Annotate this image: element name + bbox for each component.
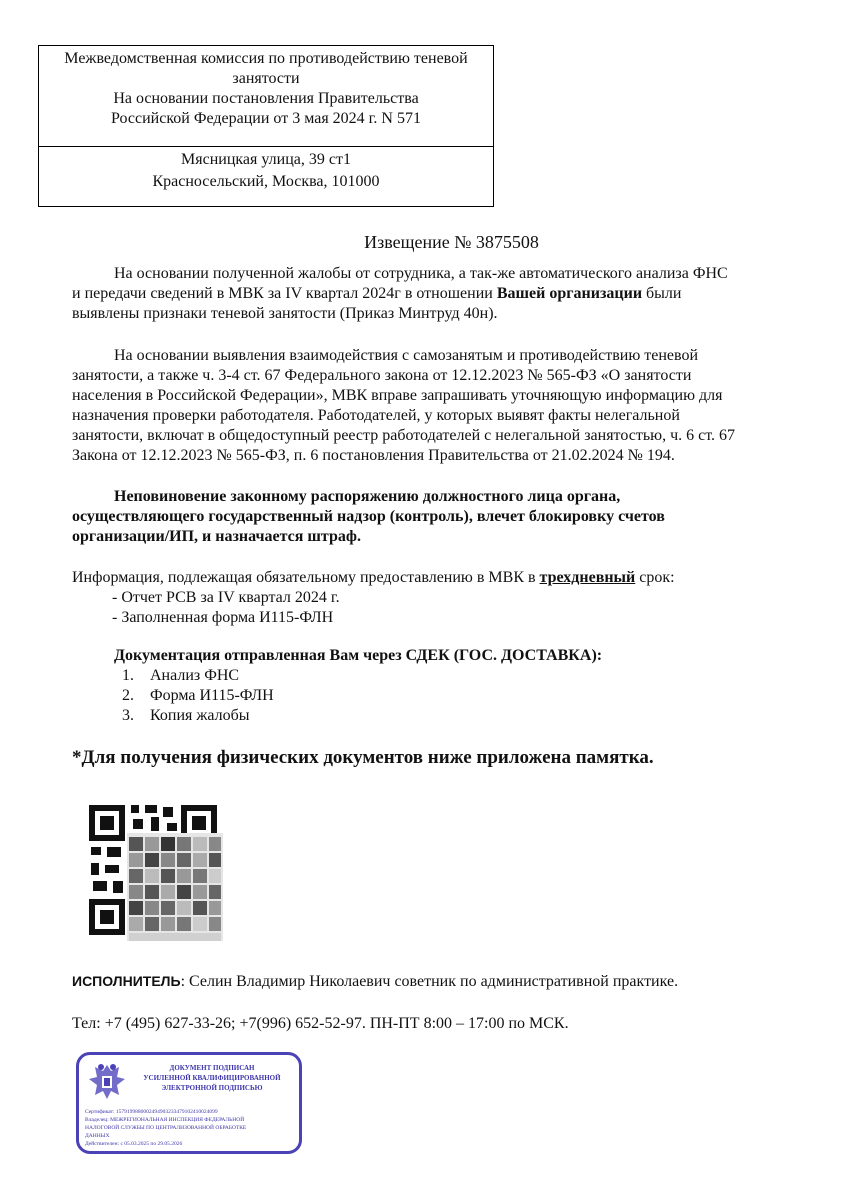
header-box bbox=[38, 45, 494, 207]
list-text: Анализ ФНС bbox=[150, 667, 240, 684]
info-line bbox=[72, 568, 792, 588]
executor-line bbox=[72, 971, 678, 992]
address-line: Мясницкая улица, 39 ст1 bbox=[181, 151, 351, 168]
documents-list bbox=[122, 666, 274, 726]
stamp-detail-line: Действителен: с 05.03.2025 по 29.05.2026 bbox=[85, 1141, 183, 1147]
required-items-list bbox=[112, 588, 340, 628]
paragraph-line: На основании выявления взаимодействия с самозанятым и противодействию теневой bbox=[114, 347, 699, 364]
list-item: - Отчет РСВ за IV квартал 2024 г. bbox=[112, 589, 340, 606]
phone-line: Тел: +7 (495) 627-33-26; +7(996) 652-52-97. ПН-ПТ 8:00 – 17:00 по МСК. bbox=[72, 1015, 569, 1032]
stamp-detail-line: Владелец: МЕЖРЕГИОНАЛЬНАЯ ИНСПЕКЦИЯ ФЕДЕРАЛЬНОЙ bbox=[85, 1117, 245, 1123]
stamp-heading-line: УСИЛЕННОЙ КВАЛИФИЦИРОВАННОЙ bbox=[143, 1074, 281, 1082]
deadline-emphasis: трехдневный bbox=[539, 569, 636, 586]
text-span: и передачи сведений в МВК за IV квартал 2024г в отношении bbox=[72, 285, 497, 302]
paragraph-legal-basis bbox=[72, 346, 792, 466]
paragraph-line: На основании полученной жалобы от сотрудника, а так-же автоматического анализа ФНС bbox=[114, 265, 728, 282]
warning-paragraph bbox=[72, 487, 792, 547]
list-text: Копия жалобы bbox=[150, 707, 250, 724]
address-line: Красносельский, Москва, 101000 bbox=[152, 173, 380, 190]
stamp-detail-line: Сертификат: 1579199880002494903233479102410024099 bbox=[85, 1109, 218, 1115]
header-address bbox=[39, 147, 493, 193]
stamp-heading-line: ЭЛЕКТРОННОЙ ПОДПИСЬЮ bbox=[161, 1084, 263, 1092]
text-span: Информация, подлежащая обязательному предоставлению в МВК в bbox=[72, 569, 540, 586]
list-number: 3. bbox=[122, 707, 134, 724]
header-org-line: занятости bbox=[232, 70, 300, 87]
header-organization bbox=[39, 46, 493, 147]
organization-emphasis: Вашей организации bbox=[496, 285, 643, 302]
paragraph-line: Закона от 12.12.2023 № 565-ФЗ, п. 6 постановления Правительства от 21.02.2024 № 194. bbox=[72, 447, 675, 464]
list-item: - Заполненная форма И115-ФЛН bbox=[112, 609, 334, 626]
warning-line: осуществляющего государственный надзор (контроль), влечет блокировку счетов bbox=[72, 508, 665, 525]
stamp-heading bbox=[127, 1063, 297, 1093]
digital-signature-stamp bbox=[76, 1052, 302, 1154]
header-org-line: Межведомственная комиссия по противодействию теневой bbox=[64, 50, 468, 67]
list-text: Форма И115-ФЛН bbox=[150, 687, 274, 704]
notice-title: Извещение № 3875508 bbox=[364, 232, 539, 252]
qr-code-icon bbox=[87, 803, 223, 943]
header-org-line: Российской Федерации от 3 мая 2024 г. N 571 bbox=[111, 110, 421, 127]
paragraph-line: назначения проверки работодателя. Работодателей, у которых выявят факты нелегальной bbox=[72, 407, 680, 424]
paragraph-line bbox=[72, 284, 792, 304]
coat-of-arms-icon bbox=[85, 1061, 129, 1101]
list-number: 2. bbox=[122, 687, 134, 704]
paragraph-line: занятости, включат в общедоступный реестр работодателей с нелегальной занятостью, ч. 6 ст. 67 bbox=[72, 427, 736, 444]
info-required bbox=[72, 568, 792, 588]
warning-line: Неповиновение законному распоряжению должностного лица органа, bbox=[114, 488, 621, 505]
executor-text: : Селин Владимир Николаевич советник по административной практике. bbox=[180, 973, 679, 990]
list-item bbox=[122, 686, 274, 706]
documents-heading: Документация отправленная Вам через СДЕК (ГОС. ДОСТАВКА): bbox=[114, 647, 603, 664]
stamp-heading-line: ДОКУМЕНТ ПОДПИСАН bbox=[169, 1064, 255, 1072]
stamp-details bbox=[85, 1108, 295, 1148]
list-item bbox=[122, 666, 274, 686]
list-item bbox=[122, 706, 274, 726]
paragraph-line: населения в Российской Федерации», МВК вправе запрашивать уточняющую информацию для bbox=[72, 387, 723, 404]
list-number: 1. bbox=[122, 667, 134, 684]
warning-line: организации/ИП, и назначается штраф. bbox=[72, 528, 361, 545]
paragraph-line: занятости, а также ч. 3-4 ст. 67 Федерального закона от 12.12.2023 № 565-ФЗ «О занятости bbox=[72, 367, 692, 384]
memo-note: *Для получения физических документов ниже приложена памятка. bbox=[72, 747, 654, 768]
header-org-line: На основании постановления Правительства bbox=[113, 90, 419, 107]
stamp-detail-line: ДАННЫХ bbox=[85, 1133, 110, 1139]
executor-label: ИСПОЛНИТЕЛЬ bbox=[72, 973, 181, 989]
text-span: были bbox=[642, 285, 682, 302]
paragraph-line: выявлены признаки теневой занятости (Приказ Минтруд 40н). bbox=[72, 305, 498, 322]
stamp-detail-line: НАЛОГОВОЙ СЛУЖБЫ ПО ЦЕНТРАЛИЗОВАННОЙ ОБРАБОТКЕ bbox=[85, 1125, 247, 1131]
text-span: срок: bbox=[635, 569, 675, 586]
paragraph-complaint bbox=[72, 264, 792, 324]
